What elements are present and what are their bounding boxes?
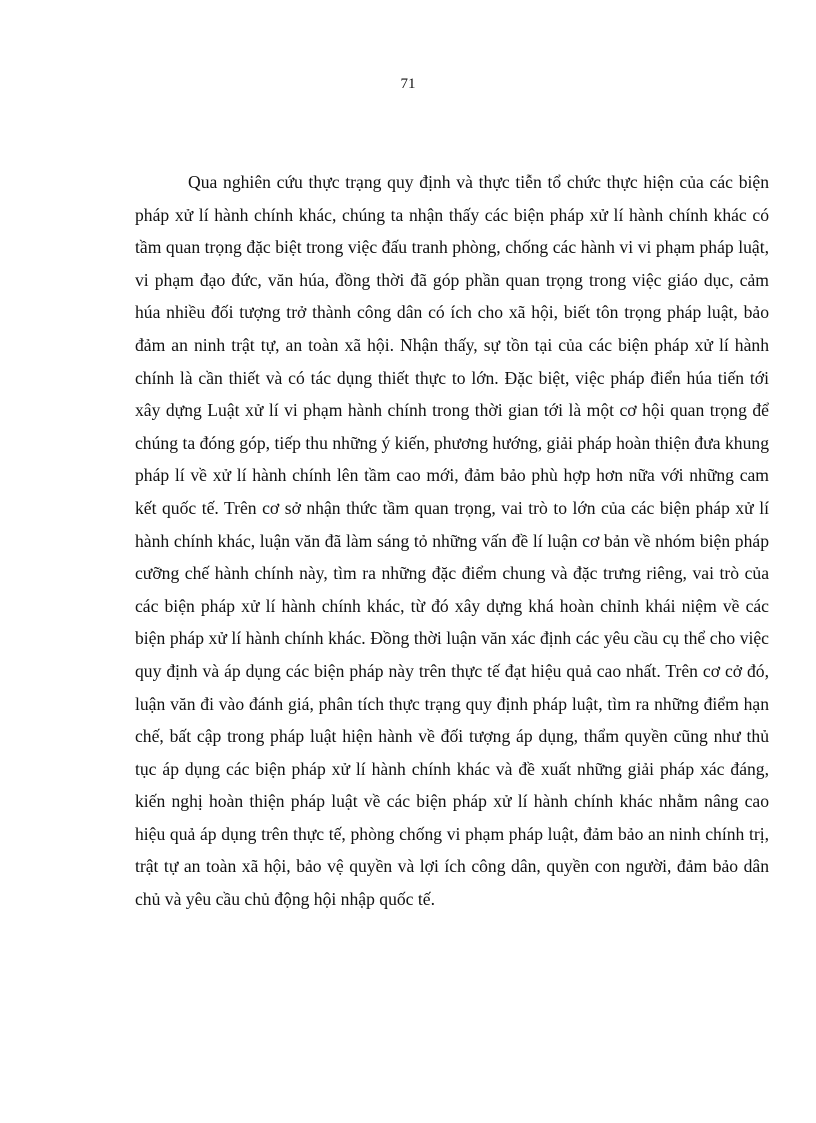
page-number: 71 [400,76,416,92]
body-paragraph: Qua nghiên cứu thực trạng quy định và thực tiễn tổ chức thực hiện của các biện pháp xử lí hành chính khác, chúng ta nhận thấy các biện pháp xử lí hành chính khác có tầm quan trọng đặc biệt trong việc đấu tranh phòng, chống các hành vi vi phạm pháp luật, vi phạm đạo đức, văn húa, đồng thời đã góp phần quan trọng trong việc giáo dục, cảm húa nhiều đối tượng trở thành công dân có ích cho xã hội, biết tôn trọng pháp luật, bảo đảm an ninh trật tự, an toàn xã hội. Nhận thấy, sự tồn tại của các biện pháp xử lí hành chính là cần thiết và có tác dụng thiết thực to lớn. Đặc biệt, việc pháp điển húa tiến tới xây dựng Luật xử lí vi phạm hành chính trong thời gian tới là một cơ hội quan trọng để chúng ta đóng góp, tiếp thu những ý kiến, phương hướng, giải pháp hoàn thiện đưa khung pháp lí về xử lí hành chính lên tầm cao mới, đảm bảo phù hợp hơn nữa với những cam kết quốc tế. Trên cơ sở nhận thức tầm quan trọng, vai trò to lớn của các biện pháp xử lí hành chính khác, luận văn đã làm sáng tỏ những vấn đề lí luận cơ bản về nhóm biện pháp cưỡng chế hành chính này, tìm ra những đặc điểm chung và đặc trưng riêng, vai trò của các biện pháp xử lí hành chính khác, từ đó xây dựng khá hoàn chỉnh khái niệm về các biện pháp xử lí hành chính khác. Đồng thời luận văn xác định các yêu cầu cụ thể cho việc quy định và áp dụng các biện pháp này trên thực tế đạt hiệu quả cao nhất. Trên cơ cở đó, luận văn đi vào đánh giá, phân tích thực trạng quy định pháp luật, tìm ra những điểm hạn chế, bất cập trong pháp luật hiện hành về đối tượng áp dụng, thẩm quyền cũng như thủ tục áp dụng các biện pháp xử lí hành chính khác và đề xuất những giải pháp xác đáng, kiến nghị hoàn thiện pháp luật về các biện pháp xử lí hành chính khác nhằm nâng cao hiệu quả áp dụng trên thực tế, phòng chống vi phạm pháp luật, đảm bảo an ninh chính trị, trật tự an toàn xã hội, bảo vệ quyền và lợi ích công dân, quyền con người, đảm bảo dân chủ và yêu cầu chủ động hội nhập quốc tế. [135,172,769,910]
